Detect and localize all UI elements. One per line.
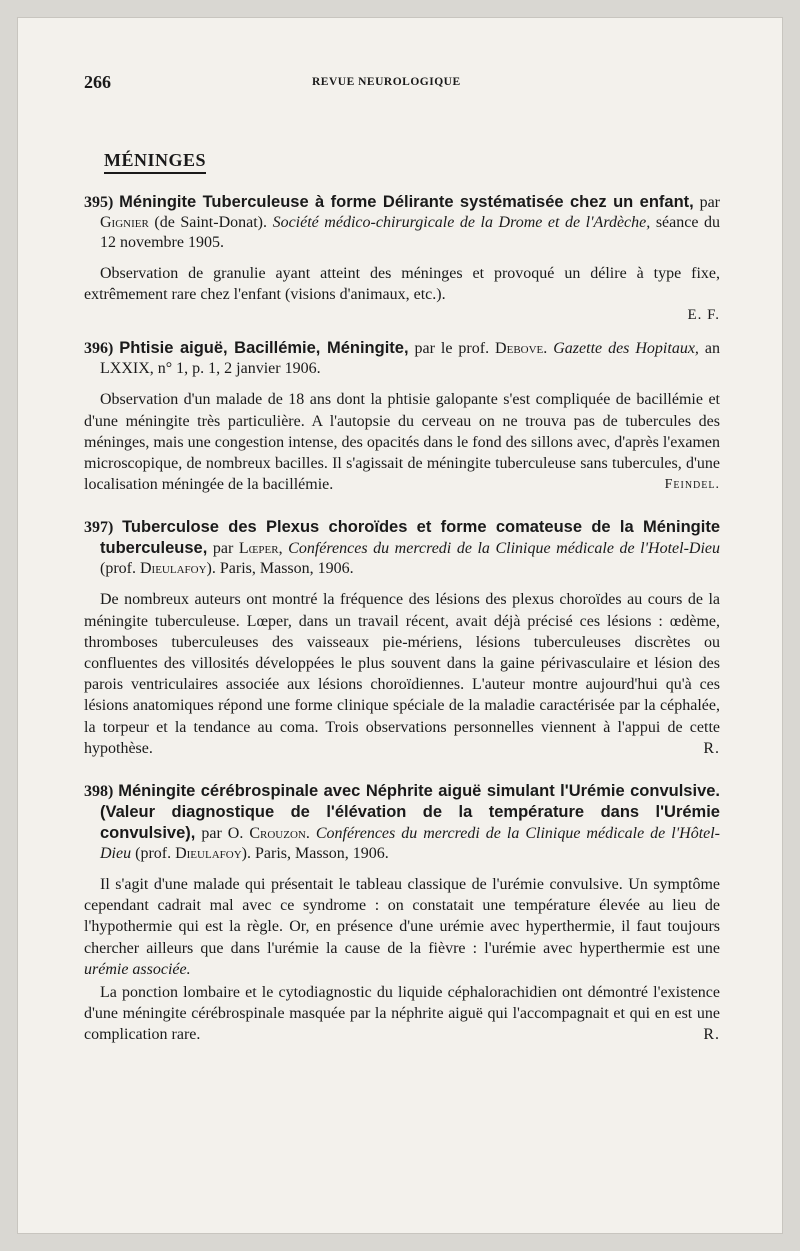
abstract-entry-395 <box>84 192 720 324</box>
entry-author: Debove <box>495 340 544 358</box>
abstract-entry-397 <box>84 517 720 759</box>
entry-paragraph <box>84 874 720 980</box>
entry-by: par <box>195 825 228 843</box>
entry-signature: R. <box>703 739 720 757</box>
entry-source-extra: an LXXIX, n° 1, p. 1, 2 janvier 1906. <box>100 340 720 378</box>
entry-paragraph <box>84 982 720 1046</box>
entry-signature: E. F. <box>687 307 720 324</box>
entry-source: Conférences du mercredi de la Clinique médicale de l'Hotel-Dieu <box>288 540 720 558</box>
entry-author: Lœper <box>238 540 279 558</box>
entry-author: Gignier <box>100 214 149 231</box>
entry-author-extra: (de Saint-Donat). <box>148 214 273 231</box>
entry-by: par <box>693 194 721 211</box>
entry-number: 395) <box>84 194 114 211</box>
entry-source-author: Dieulafoy <box>175 845 242 863</box>
entry-source-tail: ). Paris, Masson, 1906. <box>241 845 389 863</box>
entry-signature: Feindel. <box>664 477 720 493</box>
page-header <box>84 68 720 98</box>
entry-source-extra: séance du 12 novembre 1905. <box>100 214 720 251</box>
entry-italic-tail: urémie associée. <box>84 960 191 978</box>
entry-number: 396) <box>84 340 114 358</box>
entry-source: Gazette des Hopitaux, <box>553 340 699 358</box>
entry-title: Tuberculose des Plexus choroïdes et forme comateuse de la Méningite tuberculeuse, <box>100 518 720 558</box>
entry-number: 397) <box>84 519 114 537</box>
entry-source-tail: ). Paris, Masson, 1906. <box>206 560 354 578</box>
entry-heading <box>84 517 720 579</box>
abstract-entry-398 <box>84 781 720 1046</box>
running-title: REVUE NEUROLOGIQUE <box>312 76 461 88</box>
entry-title: Méningite cérébrospinale avec Néphrite aiguë simulant l'Urémie convulsive. (Valeur diagnostique de l'élévation de la température dans l'Urémie convulsive), <box>100 782 721 843</box>
entry-source-extra: (prof. <box>100 560 140 578</box>
abstract-entry-396 <box>84 338 720 495</box>
entry-paragraph <box>84 589 720 759</box>
entry-paragraph-text: De nombreux auteurs ont montré la fréquence des lésions des plexus choroïdes au cours de la méningite tuberculeuse. Lœper, dans un travail récent, avait déjà précisé ces lésions : œdème, thromboses tuberculeuses des vaisseaux pie-mériens, lésions tuberculeuses discrètes ou confluentes des villosités développées le plus souvent dans la gaine périvasculaire et lésion des parois ventriculaires associée aux lésions choroïdiennes. L'auteur montre aujourd'hui qu'à ces lésions anatomiques répond une forme clinique spéciale de la maladie caractérisée par la céphalée, la torpeur et la tendance au coma. Trois observations personnelles viennent à l'appui de cette hypothèse. <box>84 591 720 757</box>
entry-paragraph-text: La ponction lombaire et le cytodiagnostic du liquide céphalorachidien ont démontré l'existence d'une méningite cérébrospinale masquée par la néphrite aiguë qui l'accompagnait et qui en est une complication rare. <box>84 984 720 1044</box>
entry-author-extra: . <box>305 825 316 843</box>
section-title: MÉNINGES <box>104 150 206 174</box>
entry-number: 398) <box>84 783 114 801</box>
page-content <box>84 68 720 1046</box>
entry-by: par <box>207 540 239 558</box>
page-number: 266 <box>84 72 111 92</box>
entry-paragraph-text: Observation d'un malade de 18 ans dont la phtisie galopante s'est compliquée de bacillémie et d'une méningite très particulière. A l'autopsie du cerveau on ne trouva pas de tubercules des méninges, mais une congestion intense, des opacités dans le fond des sillons avec, d'après l'examen microscopique, de nombreux bacilles. Il s'agissait de méningite tuberculeuse sans tubercules, d'une localisation méningée de la bacillémie. <box>84 391 720 494</box>
entry-heading <box>84 338 720 379</box>
entry-source-extra: (prof. <box>131 845 176 863</box>
entry-source: Conférences du mercredi de la Clinique médicale de l'Hôtel-Dieu <box>100 825 721 863</box>
entry-author-extra: , <box>278 540 289 558</box>
entry-title: Phtisie aiguë, Bacillémie, Méningite, <box>119 339 409 358</box>
entry-paragraph: Observation de granulie ayant atteint des méninges et provoqué un délire à type fixe, extrêmement rare chez l'enfant (visions d'animaux, etc.). <box>84 265 720 304</box>
entry-heading <box>84 192 720 253</box>
entry-by: par le prof. <box>408 340 496 358</box>
document-page <box>18 18 782 1233</box>
entry-paragraph-text: Il s'agit d'une malade qui présentait le tableau classique de l'urémie convulsive. Un symptôme cependant cadrait mal avec ce syndrome : on constatait une température élevée au lieu de l'hypothermie qui est la règle. Or, en présence d'une urémie avec hyperthermie, il faut toujours chercher ailleurs que dans l'urémie la cause de la fièvre : l'urémie avec hyperthermie est une <box>84 876 720 957</box>
entry-title: Méningite Tuberculeuse à forme Délirante systématisée chez un enfant, <box>119 193 694 211</box>
entry-author-extra: . <box>543 340 554 358</box>
entry-source-author: Dieulafoy <box>139 560 207 578</box>
entry-source: Société médico-chirurgicale de la Drome et de l'Ardèche, <box>272 214 651 231</box>
entry-signature: R. <box>703 1026 720 1044</box>
entry-heading <box>84 781 720 864</box>
entry-author: O. Crouzon <box>227 825 306 843</box>
entry-paragraph <box>84 389 720 495</box>
